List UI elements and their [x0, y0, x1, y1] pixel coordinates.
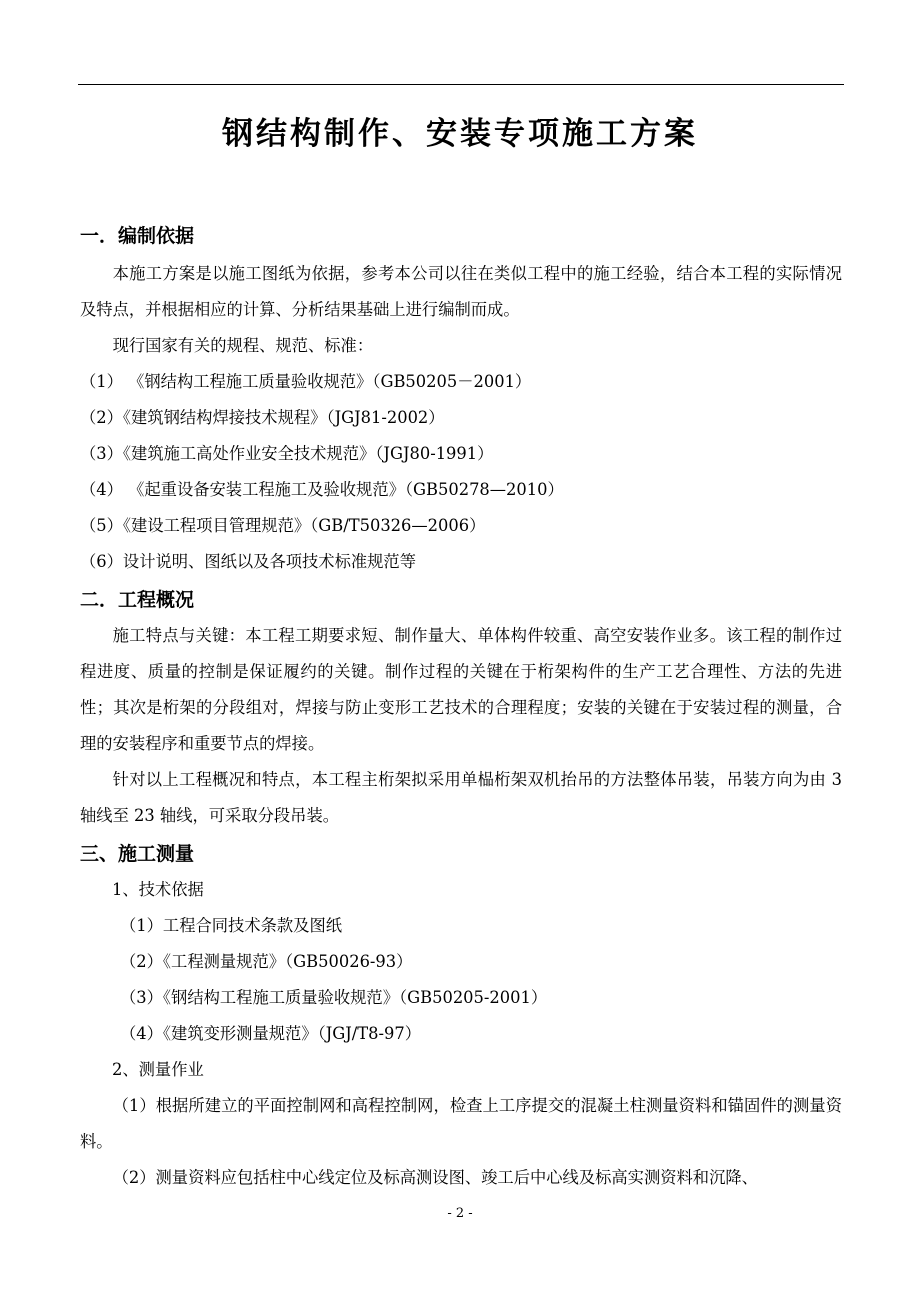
list-item: （1） 《钢结构工程施工质量验收规范》（GB50205－2001）: [80, 372, 532, 391]
list-item: （3）《钢结构工程施工质量验收规范》（GB50205-2001）: [120, 988, 548, 1007]
document-body: [80, 222, 842, 1196]
page-number: - 2 -: [447, 1206, 473, 1221]
section-heading-overview: 二．工程概况: [80, 589, 195, 611]
list-item: （2）《工程测量规范》（GB50026-93）: [120, 952, 413, 971]
list-item: （4）《建筑变形测量规范》（JGJ/T8-97）: [120, 1024, 421, 1043]
subsection-title: 1、技术依据: [112, 880, 204, 899]
paragraph: 现行国家有关的规程、规范、标准：: [112, 336, 374, 355]
subsection-title: 2、测量作业: [112, 1060, 204, 1079]
paragraph: 施工特点与关键：本工程工期要求短、制作量大、单体构件较重、高空安装作业多。该工程的制作过程进度、质量的控制是保证履约的关键。制作过程的关键在于桁架构件的生产工艺合理性、方法的先进性；其次是桁架的分段组对，焊接与防止变形工艺技术的合理程度；安装的关键在于安装过程的测量，合理的安装程序和重要节点的焊接。: [80, 626, 842, 753]
paragraph: 针对以上工程概况和特点，本工程主桁架拟采用单榀桁架双机抬吊的方法整体吊装，吊装方向为由 3 轴线至 23 轴线，可采取分段吊装。: [80, 770, 842, 825]
list-item: （4） 《起重设备安装工程施工及验收规范》（GB50278—2010）: [80, 480, 564, 499]
list-item: （6）设计说明、图纸以及各项技术标准规范等: [80, 552, 416, 571]
list-item: （1）工程合同技术条款及图纸: [120, 916, 343, 935]
list-item: （3）《建筑施工高处作业安全技术规范》（JGJ80-1991）: [80, 444, 494, 463]
paragraph: （1）根据所建立的平面控制网和高程控制网，检查上工序提交的混凝土柱测量资料和锚固件的测量资料。: [80, 1096, 842, 1151]
section-heading-basis: 一．编制依据: [80, 225, 195, 247]
document-title: 钢结构制作、安装专项施工方案: [222, 116, 698, 152]
section-heading-survey: 三、施工测量: [80, 843, 195, 865]
header-rule: [78, 84, 844, 85]
list-item: （5）《建设工程项目管理规范》（GB/T50326—2006）: [80, 516, 486, 535]
list-item: （2）《建筑钢结构焊接技术规程》（JGJ81-2002）: [80, 408, 445, 427]
paragraph: 本施工方案是以施工图纸为依据，参考本公司以往在类似工程中的施工经验，结合本工程的实际情况及特点，并根据相应的计算、分析结果基础上进行编制而成。: [80, 264, 842, 319]
paragraph: （2）测量资料应包括柱中心线定位及标高测设图、竣工后中心线及标高实测资料和沉降、: [112, 1168, 758, 1187]
